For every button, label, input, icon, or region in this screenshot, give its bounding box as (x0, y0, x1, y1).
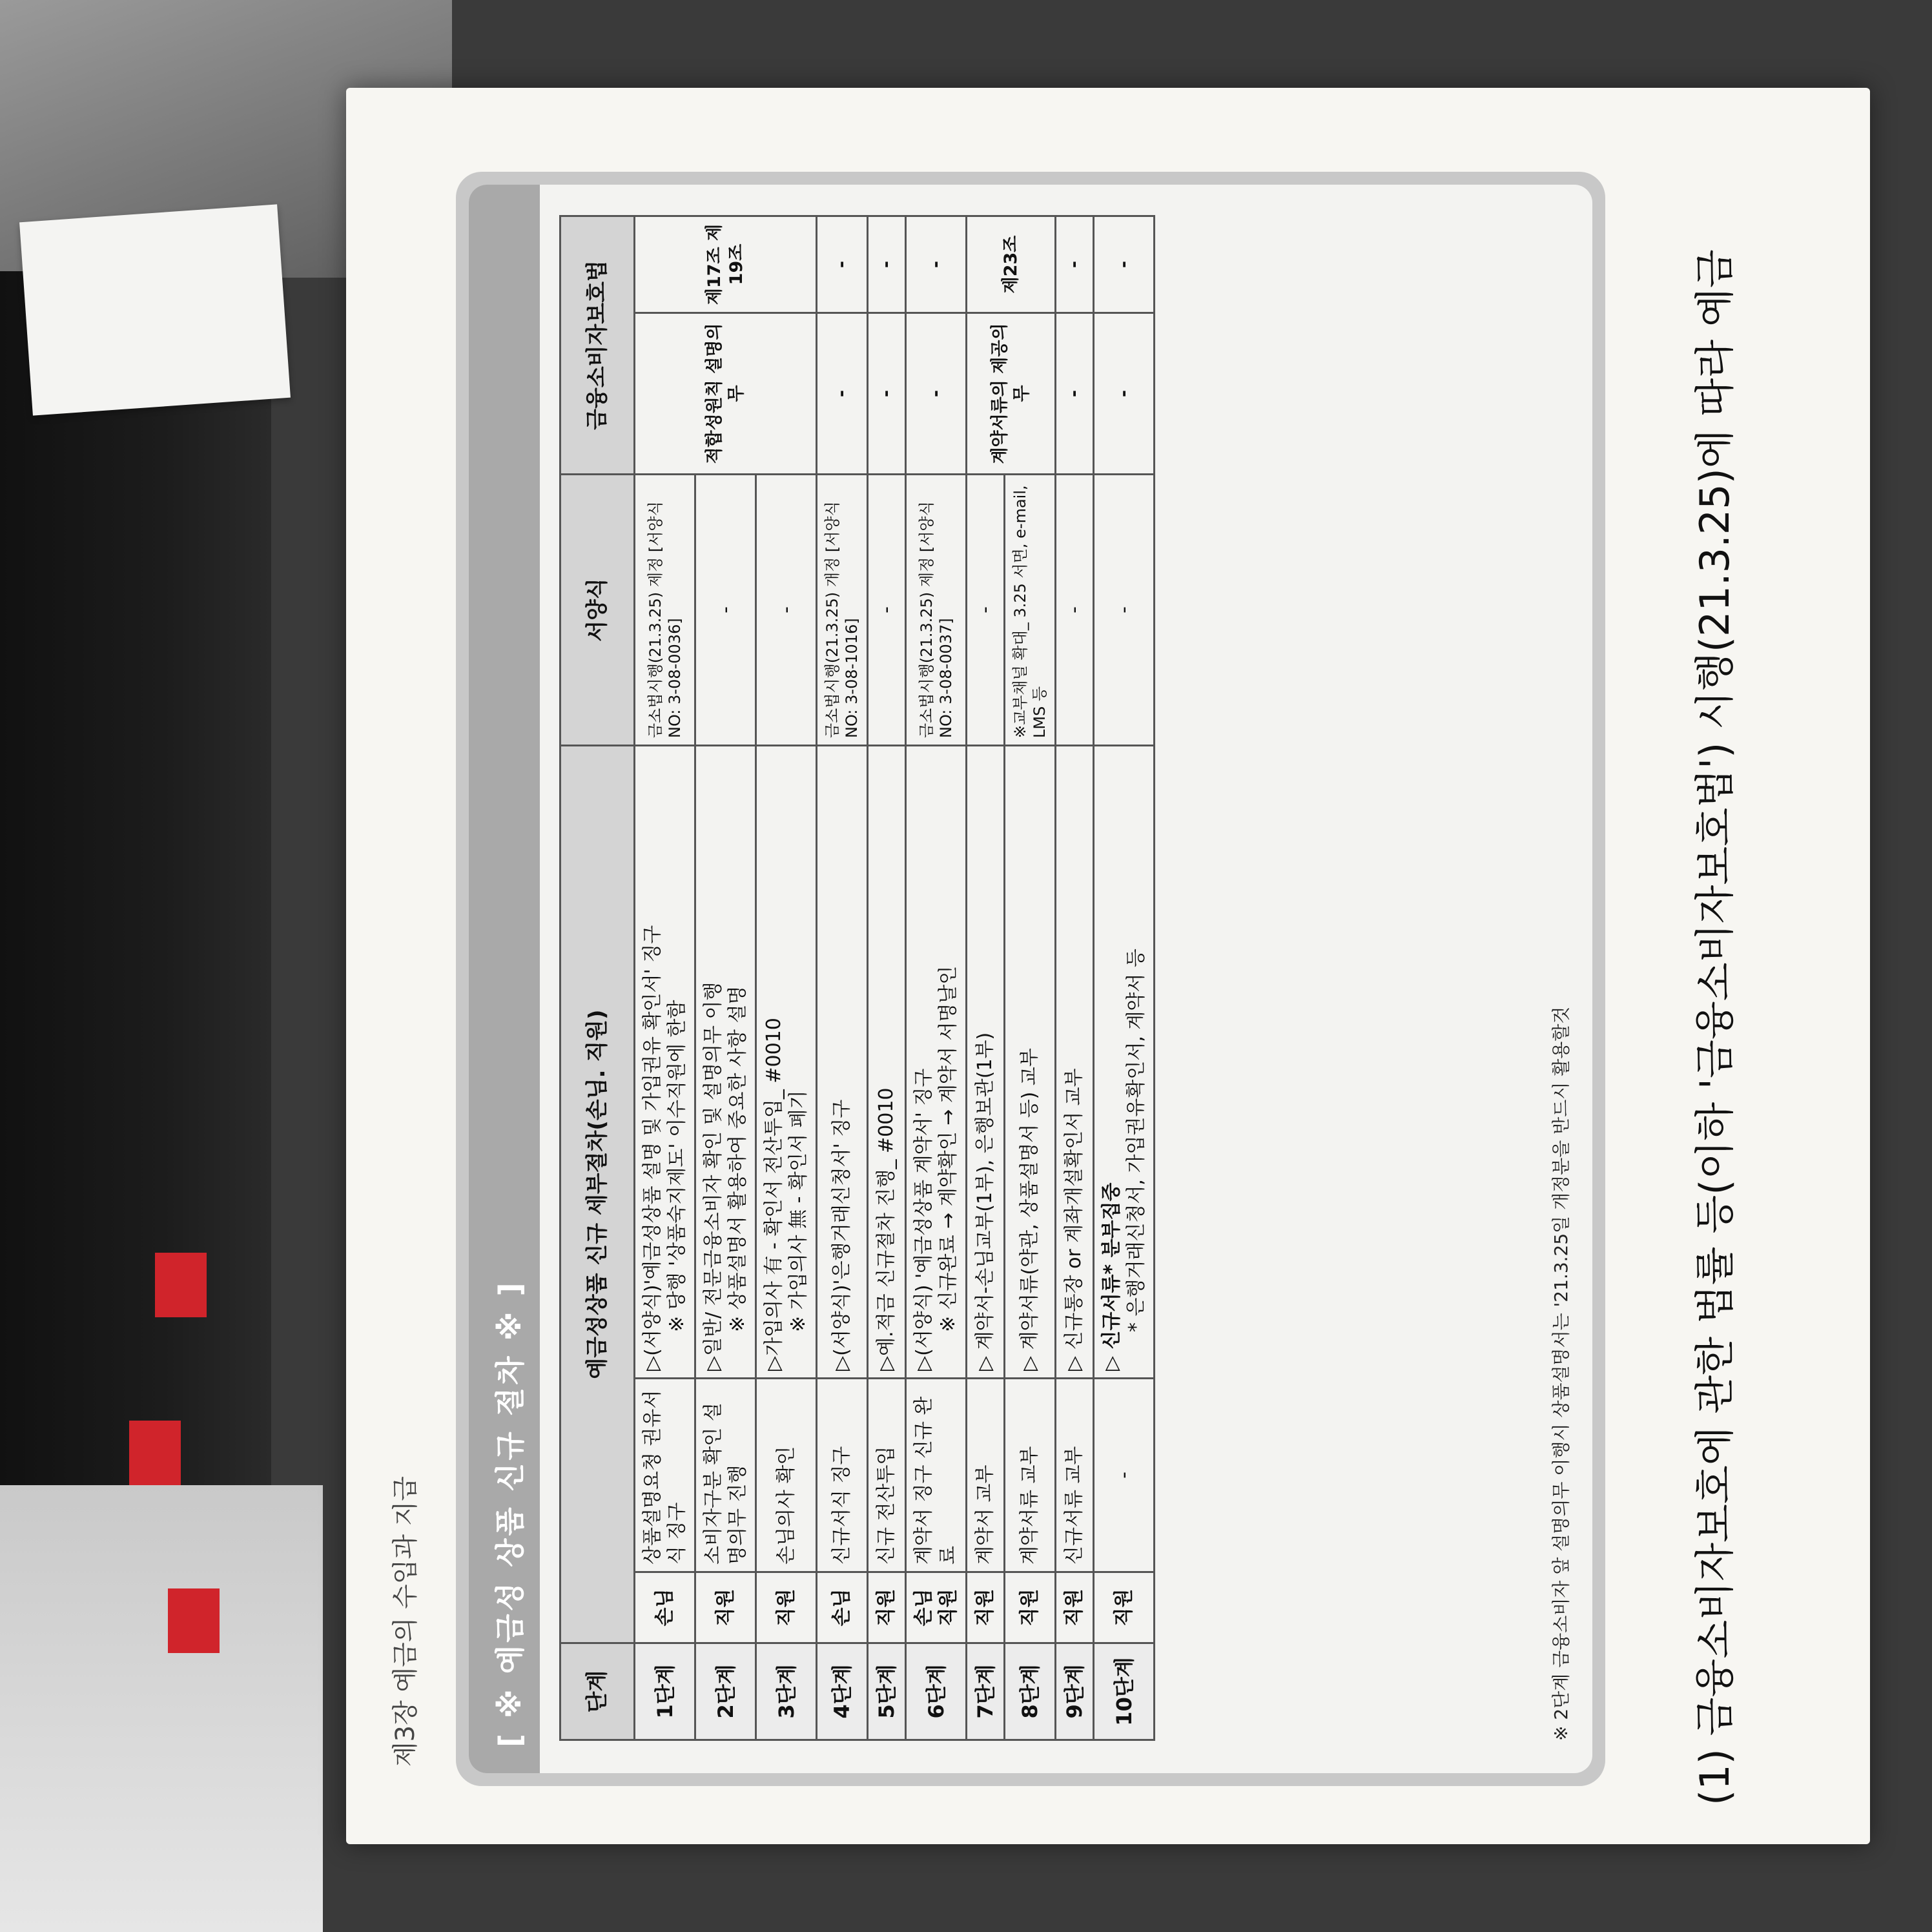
detail-note: ※ 상품설명서 활용하여 중요한 사항 설명 (726, 985, 749, 1332)
actor-cell: 직원 (695, 1572, 756, 1643)
actor-cell: 손님 (635, 1572, 695, 1643)
task-cell: - (1094, 1379, 1155, 1572)
detail-line: ▷가입의사 有 - 확인서 전산투입_ #0010 (763, 1018, 785, 1371)
actor-cell: 직원 (1094, 1572, 1155, 1643)
detail-note: ※ 당행 '상품숙지제도' 이수직원에 한함 (665, 1000, 688, 1332)
article-cell: - (906, 216, 967, 313)
form-cell: ※교부채널 확대_ 3.25 서면, e-mail, LMS 등 (1005, 475, 1056, 746)
form-cell: 금소법시행(21.3.25) 개정 [서양식NO: 3-08-1016] (817, 475, 868, 746)
stage-cell: 8단계 (1005, 1643, 1056, 1740)
table-row (635, 216, 695, 1740)
procedure-box-title: [ ※ 예금성 상품 신규 절차 ※ ] (493, 1280, 528, 1747)
form-cell: - (1056, 475, 1094, 746)
task-cell: 계약서 징구 신규 완료 (906, 1379, 967, 1572)
table-row (1056, 216, 1094, 1740)
detail-cell (817, 746, 868, 1379)
form-cell: - (1094, 475, 1155, 746)
detail-line: ▷ 계약서-손님교부(1부), 은행보관(1부) (974, 1032, 997, 1371)
actor-cell: 직원 (1005, 1572, 1056, 1643)
table-footnote: ※ 2단계 금융소비자 앞 설명의무 이행시 상품설명서는 '21.3.25일 개정분을 반드시 활용할것 (1550, 1006, 1572, 1741)
procedure-table (559, 215, 1155, 1741)
task-cell: 손님의사 확인 (756, 1379, 817, 1572)
task-cell: 신규서식 징구 (817, 1379, 868, 1572)
stage-cell: 7단계 (967, 1643, 1005, 1740)
task-cell: 소비자구분 확인 설명의무 진행 (695, 1379, 756, 1572)
actor-cell: 직원 (756, 1572, 817, 1643)
body-paragraph: (1) 금융소비자보호에 관한 법률 등(이하 '금융소비자보호법') 시행(21.3.25)에 따라 예금 (1691, 249, 1738, 1805)
detail-cell (1005, 746, 1056, 1379)
header-detail: 예금성상품 신규 세부절차(손님. 직원) (560, 746, 635, 1643)
header-stage: 단계 (560, 1643, 635, 1740)
stage-cell: 9단계 (1056, 1643, 1094, 1740)
stage-cell: 5단계 (868, 1643, 906, 1740)
stage-cell: 3단계 (756, 1643, 817, 1740)
header-law: 금융소비자보호법 (560, 216, 635, 474)
article-cell: - (817, 216, 868, 313)
duty-cell: - (906, 313, 967, 475)
table-row (906, 216, 967, 1740)
table-header-row (560, 216, 635, 1740)
detail-line: ▷ 계약서류(약관, 상품설명서 등) 교부 (1018, 1048, 1042, 1371)
detail-note: ※ 가입의사 無 - 확인서 폐기 (786, 1090, 810, 1332)
detail-cell (635, 746, 695, 1379)
actor-cell: 손님 직원 (906, 1572, 967, 1643)
task-cell: 상품설명요청 권유서식 징구 (635, 1379, 695, 1572)
actor-cell: 직원 (868, 1572, 906, 1643)
detail-cell (1056, 746, 1094, 1379)
detail-line: ▷ 신규서류* 분부집중 (1100, 1182, 1123, 1371)
detail-line: ▷(서양식)'은행거래신청서' 징구 (830, 1099, 854, 1371)
table-row (967, 216, 1005, 1740)
detail-cell (695, 746, 756, 1379)
form-cell: - (756, 475, 817, 746)
task-cell: 신규 전산투입 (868, 1379, 906, 1572)
detail-line: ▷(서양식) '예금성상품 계약서' 징구 (912, 1068, 935, 1371)
stage-cell: 6단계 (906, 1643, 967, 1740)
detail-line: ▷ 신규통장 or 계좌개설확인서 교부 (1063, 1068, 1086, 1371)
article-cell: 제17조 제19조 (635, 216, 817, 313)
article-cell: - (1056, 216, 1094, 313)
article-cell: 제23조 (967, 216, 1056, 313)
duty-cell: - (817, 313, 868, 475)
stage-cell: 10단계 (1094, 1643, 1155, 1740)
detail-cell (756, 746, 817, 1379)
book-page (346, 88, 1870, 1844)
task-cell: 신규서류 교부 (1056, 1379, 1094, 1572)
table-row (1094, 216, 1155, 1740)
detail-line: ▷예.적금 신규절차 진행_ #0010 (875, 1087, 898, 1371)
article-cell: - (1094, 216, 1155, 313)
form-cell: 금소법시행(21.3.25) 제정 [서양식NO: 3-08-0036] (635, 475, 695, 746)
detail-line: ▷일반/ 전문금융소비자 확인 및 설명의무 이행 (702, 981, 724, 1371)
stage-cell: 4단계 (817, 1643, 868, 1740)
detail-cell (868, 746, 906, 1379)
chapter-header: 제3장 예금의 수입과 지급 (391, 1476, 420, 1767)
actor-cell: 직원 (1056, 1572, 1094, 1643)
table-row (868, 216, 906, 1740)
stage-cell: 2단계 (695, 1643, 756, 1740)
procedure-box (456, 172, 1605, 1786)
stage-cell: 1단계 (635, 1643, 695, 1740)
form-cell: - (967, 475, 1005, 746)
header-form: 서양식 (560, 475, 635, 746)
detail-cell (906, 746, 967, 1379)
article-cell: - (868, 216, 906, 313)
detail-cell (967, 746, 1005, 1379)
detail-note: ※ 신규완료 → 계약확인 → 계약서 서명날인 (936, 965, 960, 1332)
duty-cell: - (1094, 313, 1155, 475)
duty-cell: 계약서류의 제공의무 (967, 313, 1056, 475)
duty-cell: - (1056, 313, 1094, 475)
actor-cell: 직원 (967, 1572, 1005, 1643)
duty-cell: - (868, 313, 906, 475)
detail-note: * 은행거래신청서, 가입권유확인서, 계약서 등 (1124, 949, 1147, 1332)
form-cell: - (695, 475, 756, 746)
duty-cell: 적합성원칙 설명의무 (635, 313, 817, 475)
table-row (817, 216, 868, 1740)
actor-cell: 손님 (817, 1572, 868, 1643)
task-cell: 계약서류 교부 (1005, 1379, 1056, 1572)
task-cell: 계약서 교부 (967, 1379, 1005, 1572)
form-cell: 금소법시행(21.3.25) 제정 [서양식NO: 3-08-0037] (906, 475, 967, 746)
detail-cell (1094, 746, 1155, 1379)
detail-line: ▷(서양식)'예금성상품 설명 및 가입권유 확인서' 징구 (641, 925, 664, 1371)
form-cell: - (868, 475, 906, 746)
